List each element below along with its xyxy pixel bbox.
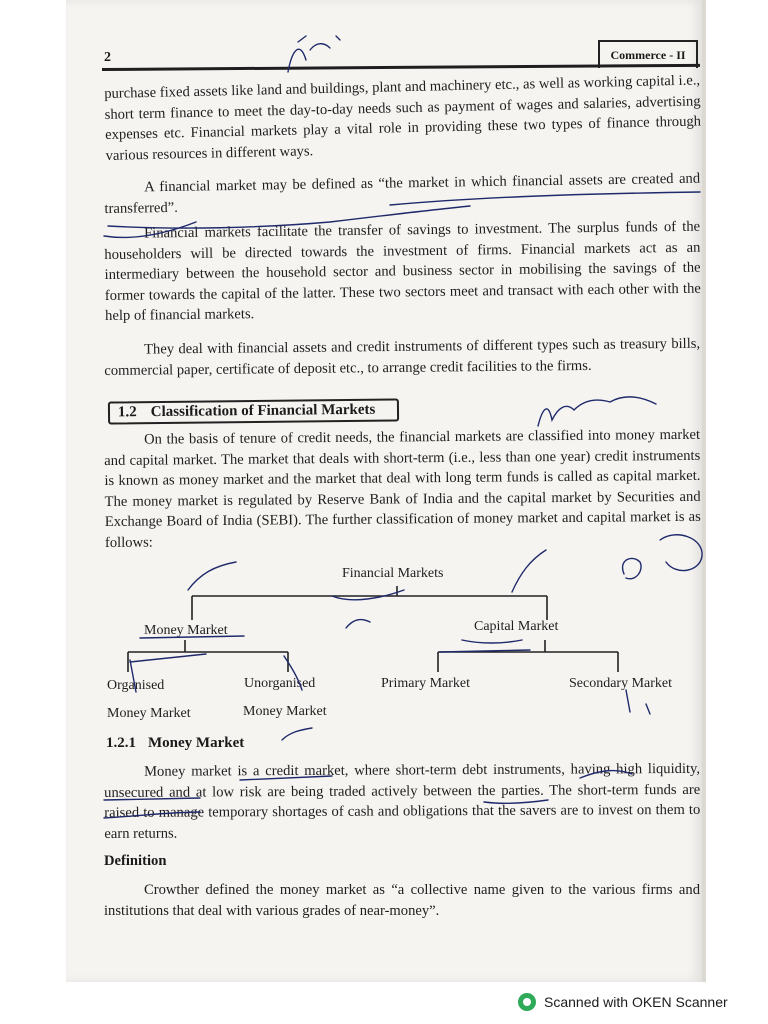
diagram-secondary-market: Secondary Market (569, 676, 673, 691)
diagram-root-financial-markets: Financial Markets (342, 566, 444, 581)
scanner-logo-icon (518, 993, 536, 1011)
paragraph-crowther-definition: Crowther defined the money market as “a collective name given to the various firms and institutions that deal with various grades of near-money”. (104, 882, 700, 919)
subsection-number: 1.2.1 (106, 735, 136, 751)
section-heading (108, 398, 400, 424)
paragraph-money-market: Money market is a credit market, where short-term debt instruments, having high liquidity, unsecured and at low risk are being traded actively between the parties. The short-term funds are raised to manage temporary shortages of cash and obligations that the savers are to invest on them to earn returns. (104, 760, 701, 842)
paragraph-definition-quote: A financial market may be defined as “the market in which financial assets are created and transferred”. (104, 170, 701, 217)
scanner-text: Scanned with OKEN Scanner (544, 994, 728, 1010)
diagram-lines (100, 560, 710, 730)
subsection-heading (106, 735, 256, 752)
paragraph-4: They deal with financial assets and credit instruments of different types such as treasury bills, commercial paper, certificate of deposit etc., to arrange credit facilities to the firms. (104, 335, 701, 379)
scanner-watermark (518, 991, 728, 1013)
definition-heading: Definition (104, 853, 167, 869)
paragraph-1: purchase fixed assets like land and buildings, plant and machinery etc., as well as working capital i.e., short term finance to meet the day-to-day needs such as payment of wages and salaries, advertising expenses etc. Financial markets play a vital role in providing these two types of finance through various resources in different ways. (104, 72, 702, 164)
page-number: 2 (104, 50, 111, 65)
diagram-capital-market: Capital Market (474, 619, 559, 634)
subsection-title: Money Market (148, 735, 245, 751)
diagram-organised-line2: Money Market (107, 706, 191, 721)
diagram-unorganised-line2: Money Market (243, 704, 327, 719)
paragraph-5: On the basis of tenure of credit needs, the financial markets are classified into money market and capital market. The market that deals with short-term (i.e., less than one year) credit instruments is known as money market and the market that deal with long term funds is called as capital market. The money market is regulated by Reserve Bank of India and the capital market by Securities and Exchange Board of India (SEBI). The further classification of money market and capital market is as follows: (104, 426, 701, 551)
diagram-unorganised-line1: Unorganised (244, 676, 316, 691)
paragraph-3: Financial markets facilitate the transfer of savings to investment. The surplus funds of the householders will be directed towards the investment of firms. Financial markets act as an intermediary between the household sector and business sector in mobilising the savings of the former towards the capital of the latter. These two sectors meet and transact with each other with the help of financial markets. (104, 218, 701, 325)
diagram-money-market: Money Market (144, 623, 228, 638)
diagram-organised-line1: Organised (107, 678, 165, 693)
book-tag: Commerce - II (598, 40, 698, 68)
classification-diagram (100, 560, 710, 730)
section-title: Classification of Financial Markets (150, 401, 376, 421)
diagram-primary-market: Primary Market (381, 676, 471, 691)
page-edge (702, 0, 706, 982)
section-number: 1.2 (117, 404, 137, 421)
